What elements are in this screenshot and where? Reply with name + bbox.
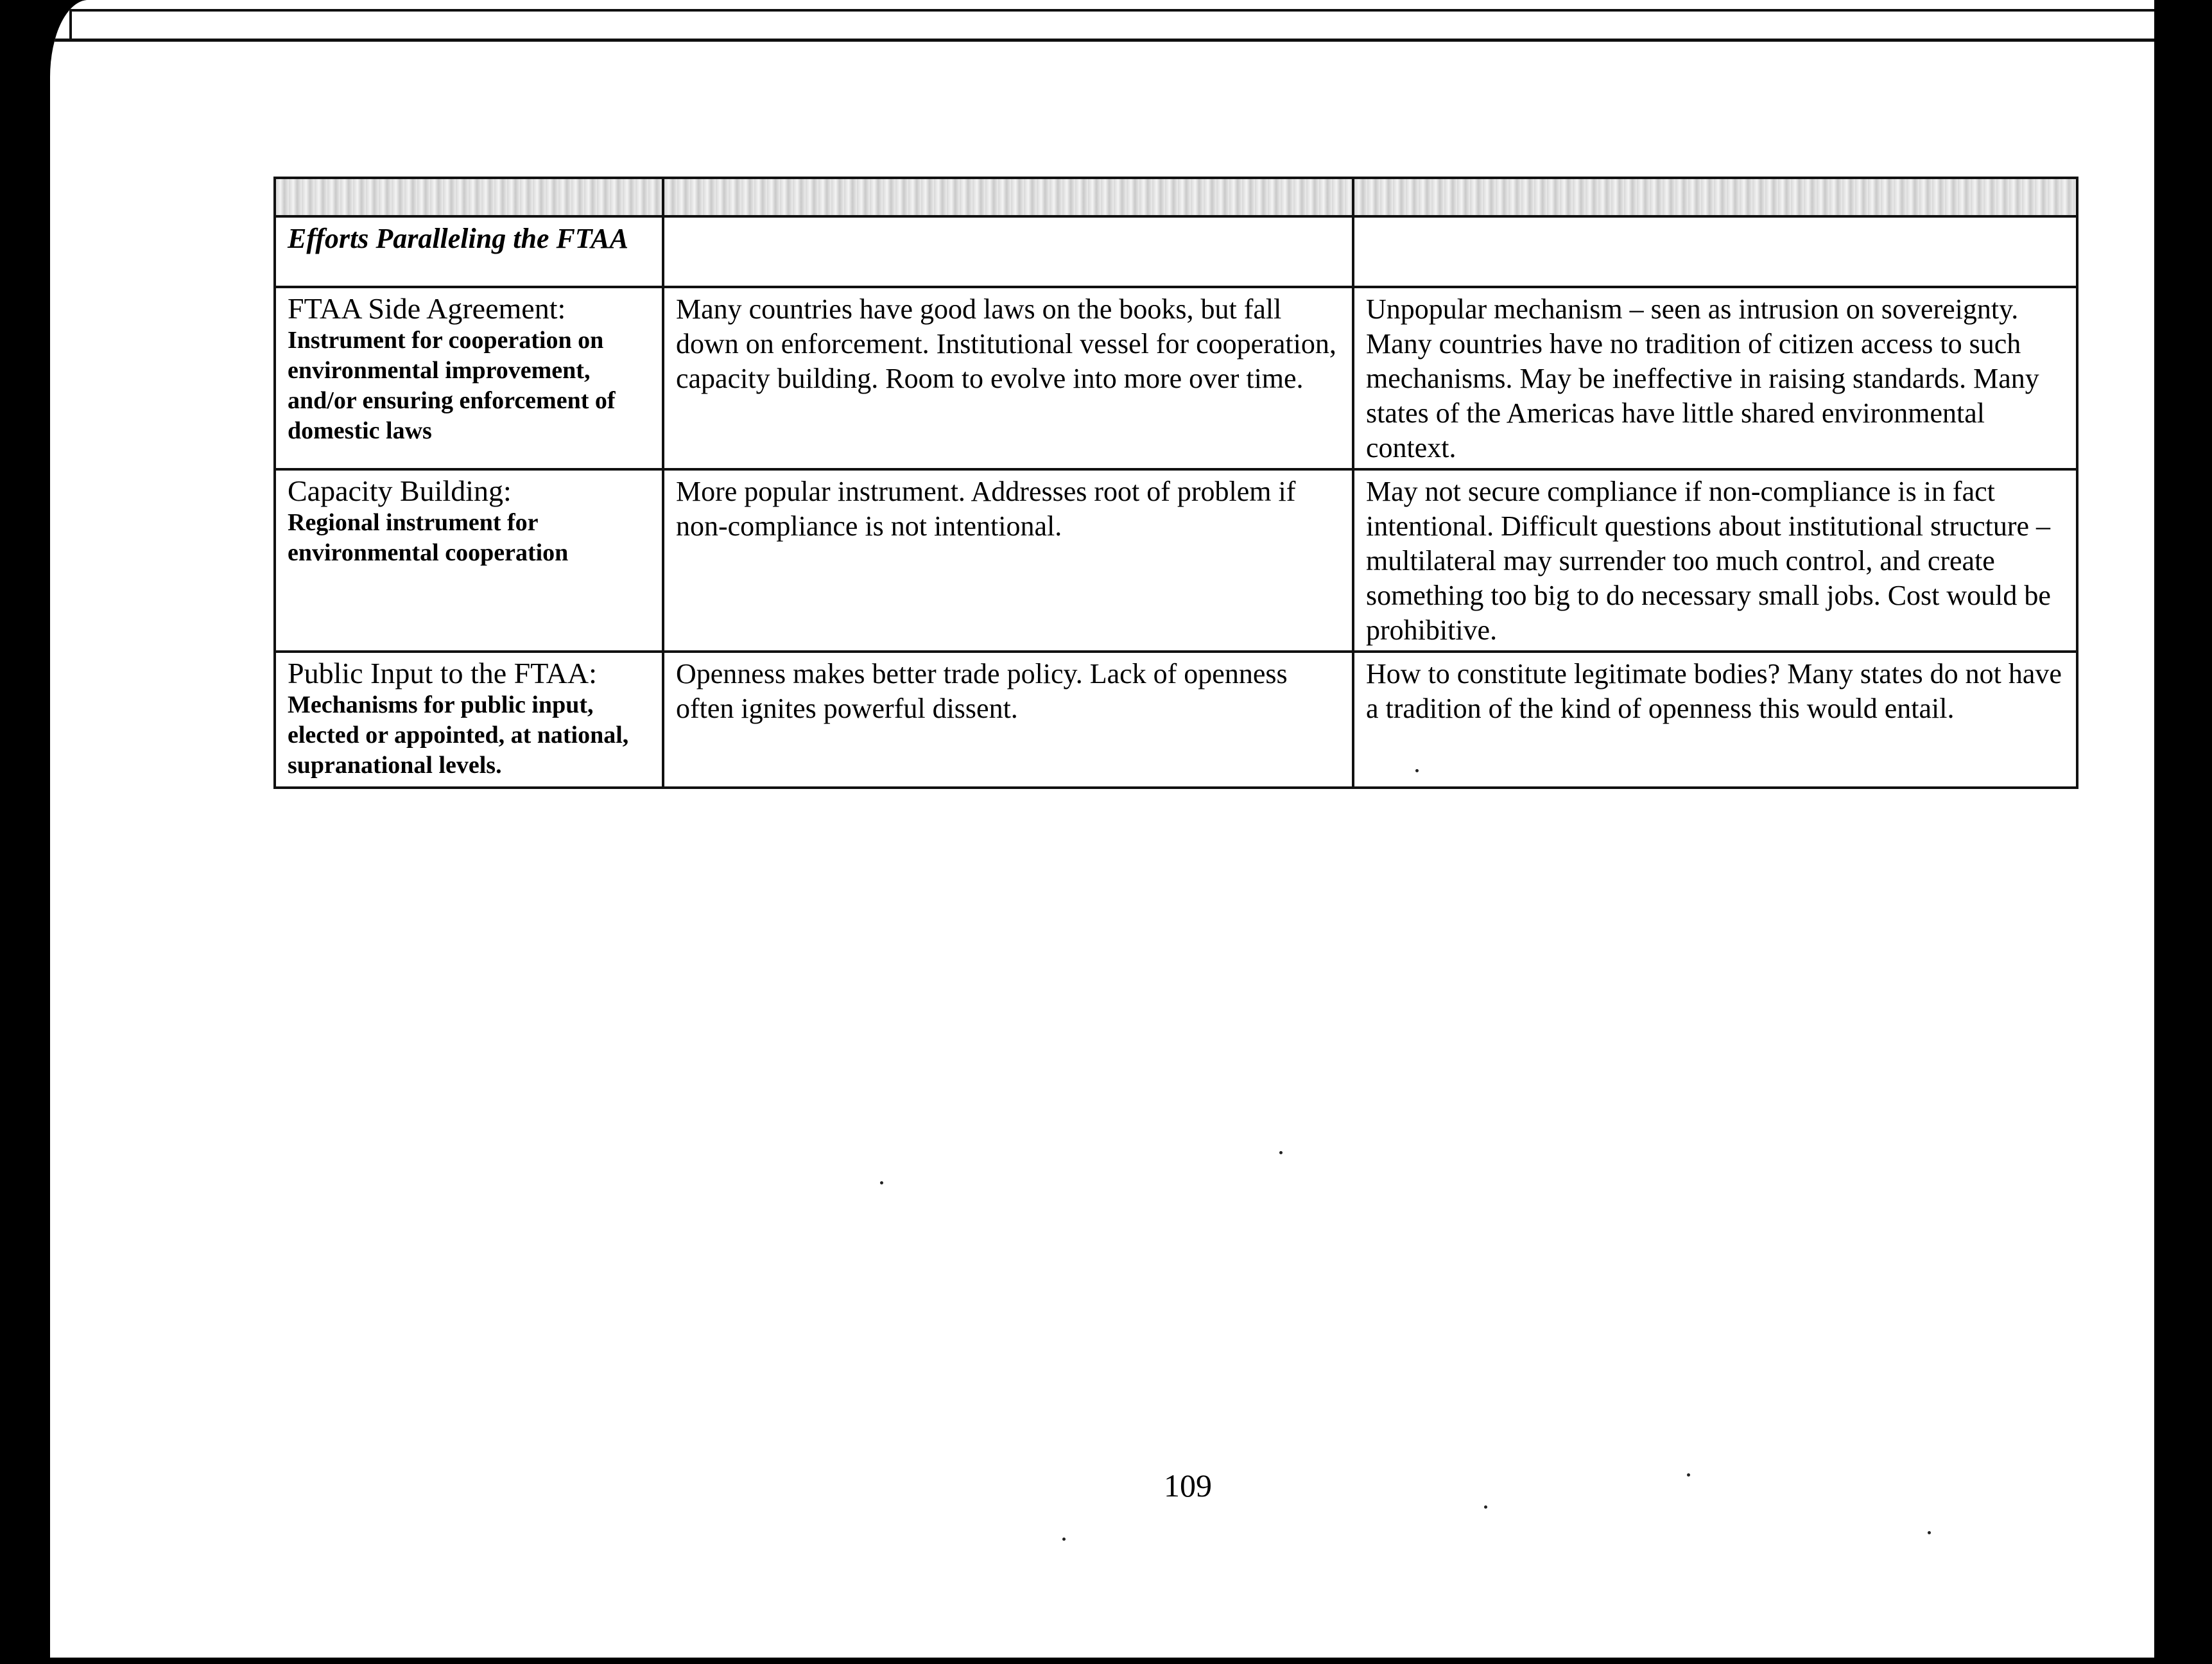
- benefits-cell: More popular instrument. Addresses root of problem if non-compliance is not intentional.: [663, 469, 1353, 652]
- section-title-cell: [275, 216, 663, 287]
- document-page: [50, 0, 2180, 1664]
- section-row: [275, 216, 2077, 287]
- empty-cell: [663, 216, 1353, 287]
- scan-speck: [1484, 1505, 1487, 1509]
- table-row: [275, 287, 2077, 469]
- scan-speck: [1279, 1151, 1283, 1154]
- section-title: Efforts Paralleling the FTAA: [288, 223, 628, 254]
- scan-speck: [880, 1181, 883, 1184]
- benefits-cell: Many countries have good laws on the books, but fall down on enforcement. Institutional vessel for cooperation, capacity building. Room to evolve into more over time.: [663, 287, 1353, 469]
- header-cell: [1353, 178, 2077, 216]
- scan-speck: [1928, 1531, 1931, 1534]
- table-header-row: [275, 178, 2077, 216]
- table-row: [275, 469, 2077, 652]
- page-number: 109: [1164, 1468, 1212, 1504]
- drawbacks-cell: May not secure compliance if non-compliance is in fact intentional. Difficult questions about institutional structure – multilateral may surrender too much control, and create something too big to do necessary small jobs. Cost would be prohibitive.: [1353, 469, 2077, 652]
- scan-speck: [1062, 1538, 1066, 1541]
- header-cell: [663, 178, 1353, 216]
- scan-edge-right: [2154, 0, 2180, 1664]
- row-label-cell: [275, 652, 663, 788]
- scan-speck: [1415, 769, 1419, 772]
- row-label-cell: [275, 469, 663, 652]
- row-subtitle: Mechanisms for public input, elected or appointed, at national, supranational levels.: [288, 691, 629, 779]
- row-title: FTAA Side Agreement:: [288, 292, 566, 325]
- row-subtitle: Regional instrument for environmental cooperation: [288, 509, 569, 566]
- header-cell: [275, 178, 663, 216]
- empty-cell: [1353, 216, 2077, 287]
- row-subtitle: Instrument for cooperation on environmental improvement, and/or ensuring enforcement of domestic laws: [288, 327, 616, 444]
- row-title: Capacity Building:: [288, 474, 512, 507]
- page-top-border: [50, 0, 2180, 42]
- benefits-cell: Openness makes better trade policy. Lack of openness often ignites powerful dissent.: [663, 652, 1353, 788]
- drawbacks-cell: Unpopular mechanism – seen as intrusion on sovereignty. Many countries have no tradition of citizen access to such mechanisms. May be ineffective in raising standards. Many states of the Americas have little shared environmental context.: [1353, 287, 2077, 469]
- scan-speck: [1687, 1473, 1690, 1477]
- drawbacks-cell: How to constitute legitimate bodies? Many states do not have a tradition of the kind of openness this would entail.: [1353, 652, 2077, 788]
- table-row: [275, 652, 2077, 788]
- scan-edge-bottom: [50, 1658, 2180, 1664]
- row-title: Public Input to the FTAA:: [288, 657, 597, 689]
- comparison-table: [273, 177, 2078, 789]
- row-label-cell: [275, 287, 663, 469]
